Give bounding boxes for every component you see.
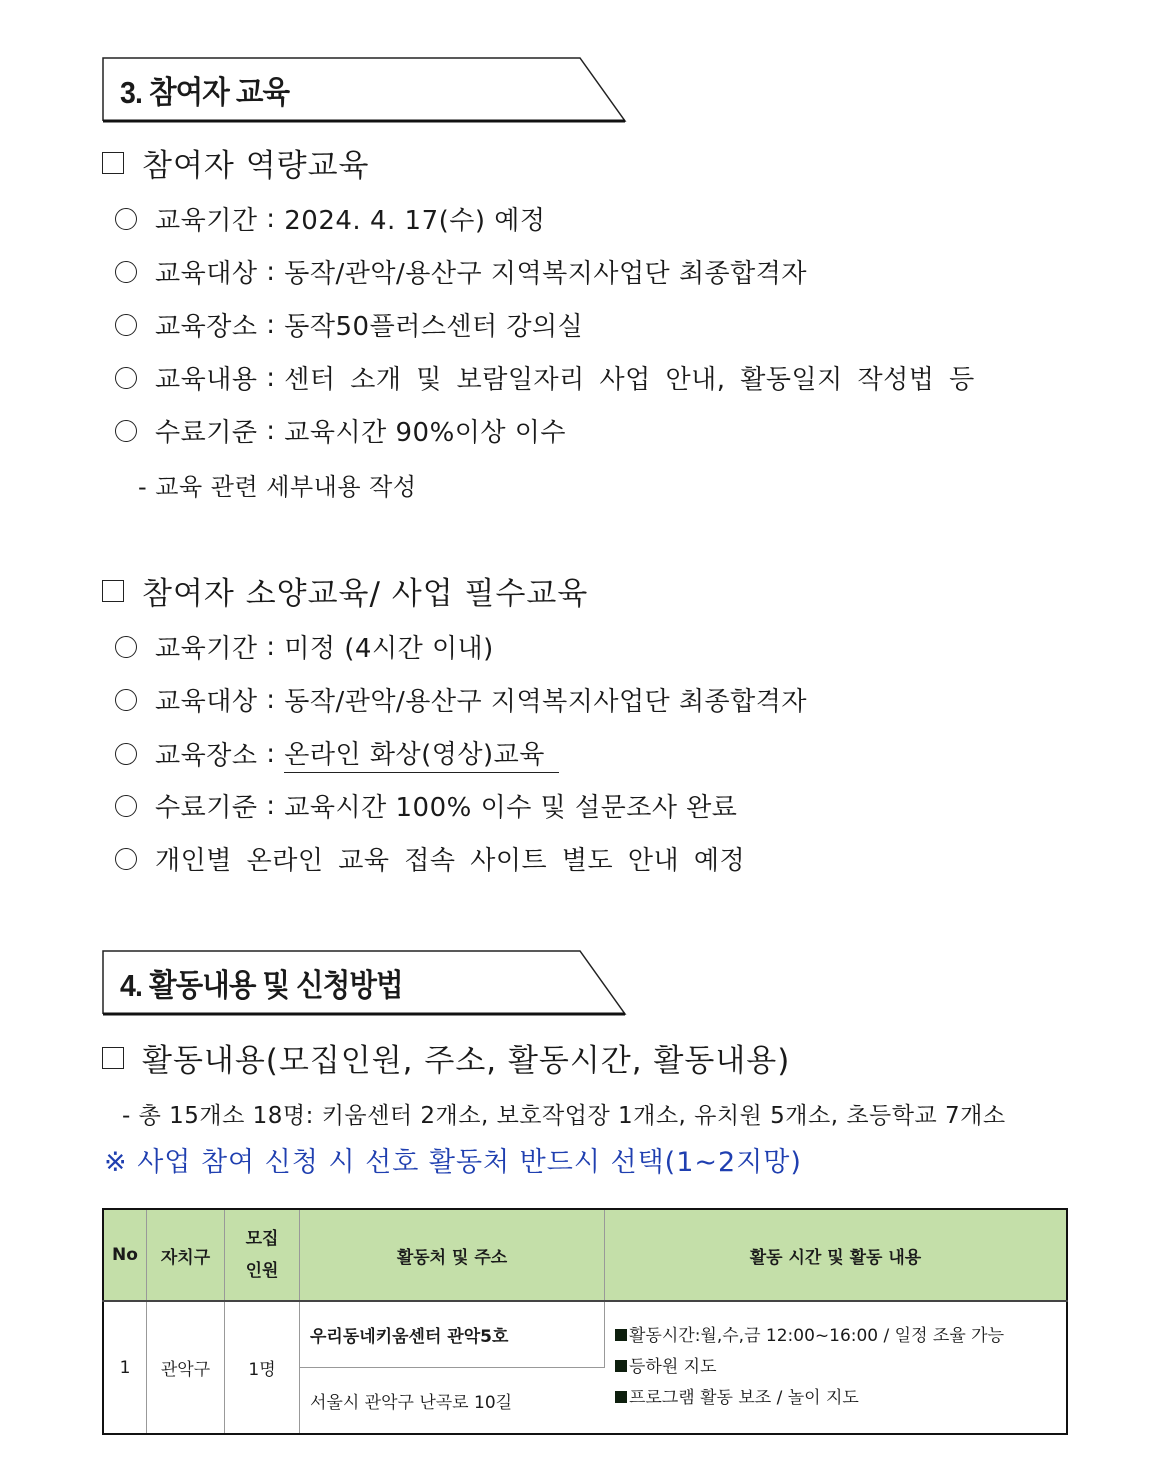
list-item	[115, 628, 494, 665]
summary-line: - 총 15개소 18명: 키움센터 2개소, 보호작업장 1개소, 유치원 5개소, 초등학교 7개소	[122, 1103, 1006, 1129]
block-1-sub-note: - 교육 관련 세부내용 작성	[138, 473, 417, 501]
item-value-underlined: 온라인 화상(영상)교육	[284, 734, 559, 773]
section-3-title: 3. 참여자 교육	[120, 75, 290, 110]
circle-bullet-icon	[115, 208, 137, 230]
activity-line	[615, 1352, 1065, 1383]
cell-activities	[605, 1301, 1068, 1434]
item-sep: :	[257, 309, 285, 340]
circle-bullet-icon	[115, 848, 137, 870]
activity-table	[102, 1208, 1068, 1435]
table-header-row	[103, 1209, 1067, 1301]
item-sep: :	[257, 738, 285, 769]
item-label: 교육장소	[155, 312, 258, 342]
list-item	[115, 200, 546, 237]
header-recruit-line1: 모집	[245, 1229, 279, 1249]
square-bullet-icon	[102, 580, 124, 602]
block-2-heading	[102, 568, 588, 613]
activity-text: 활동시간:월,수,금 12:00~16:00 / 일정 조율 가능	[629, 1326, 1004, 1346]
circle-bullet-icon	[115, 795, 137, 817]
list-item	[115, 734, 559, 773]
table-row	[103, 1301, 1067, 1368]
square-bullet-icon	[615, 1391, 627, 1403]
list-item	[115, 412, 566, 449]
item-label: 교육대상	[155, 259, 258, 289]
item-sep: :	[257, 415, 285, 446]
item-value: 교육시간 90%이상 이수	[284, 418, 567, 448]
section-3-header	[102, 57, 626, 121]
item-sep: :	[257, 631, 285, 662]
header-activity: 활동 시간 및 활동 내용	[605, 1209, 1068, 1301]
cell-no: 1	[103, 1301, 147, 1434]
item-value: 미정 (4시간 이내)	[284, 634, 494, 664]
item-label: 수료기준	[155, 418, 258, 448]
header-recruit	[225, 1209, 300, 1301]
activity-line	[615, 1383, 1065, 1414]
header-no: No	[103, 1209, 147, 1301]
item-label: 수료기준	[155, 793, 258, 823]
square-bullet-icon	[615, 1329, 627, 1341]
preference-note: ※ 사업 참여 신청 시 선호 활동처 반드시 선택(1~2지망)	[104, 1147, 802, 1178]
activity-text: 등하원 지도	[629, 1357, 717, 1377]
item-sep: :	[257, 684, 285, 715]
item-label: 교육기간	[155, 634, 258, 664]
item-value: 센터 소개 및 보람일자리 사업 안내, 활동일지 작성법 등	[284, 365, 975, 395]
cell-district: 관악구	[147, 1301, 225, 1434]
circle-bullet-icon	[115, 636, 137, 658]
cell-address: 서울시 관악구 난곡로 10길	[310, 1393, 513, 1413]
header-recruit-line2: 인원	[245, 1261, 279, 1281]
list-item	[115, 840, 745, 877]
block-1-heading-text: 참여자 역량교육	[142, 148, 370, 184]
square-bullet-icon	[102, 152, 124, 174]
block-1-heading	[102, 140, 369, 185]
item-sep: :	[257, 256, 285, 287]
section-4-title: 4. 활동내용 및 신청방법	[120, 968, 403, 1003]
item-value: 동작/관악/용산구 지역복지사업단 최종합격자	[284, 687, 808, 717]
circle-bullet-icon	[115, 420, 137, 442]
circle-bullet-icon	[115, 743, 137, 765]
activity-line	[615, 1321, 1065, 1352]
header-district: 자치구	[147, 1209, 225, 1301]
item-sep: :	[257, 203, 285, 234]
section-4-heading-text: 활동내용(모집인원, 주소, 활동시간, 활동내용)	[142, 1043, 791, 1079]
cell-count: 1명	[225, 1301, 300, 1434]
item-label: 교육기간	[155, 206, 258, 236]
block-2-heading-text: 참여자 소양교육/ 사업 필수교육	[142, 576, 589, 612]
square-bullet-icon	[102, 1047, 124, 1069]
section-4-heading	[102, 1035, 790, 1080]
item-value: 동작50플러스센터 강의실	[284, 312, 584, 342]
item-value: 동작/관악/용산구 지역복지사업단 최종합격자	[284, 259, 808, 289]
item-label: 교육내용	[155, 365, 258, 395]
list-item	[115, 253, 807, 290]
section-4-header	[102, 950, 626, 1014]
circle-bullet-icon	[115, 261, 137, 283]
activity-text: 프로그램 활동 보조 / 놀이 지도	[629, 1388, 859, 1408]
item-sep: :	[257, 362, 285, 393]
circle-bullet-icon	[115, 689, 137, 711]
square-bullet-icon	[615, 1360, 627, 1372]
circle-bullet-icon	[115, 314, 137, 336]
header-place: 활동처 및 주소	[300, 1209, 605, 1301]
cell-place-name: 우리동네키움센터 관악5호	[300, 1301, 605, 1368]
item-value: 2024. 4. 17(수) 예정	[284, 206, 546, 236]
item-label: 교육대상	[155, 687, 258, 717]
list-item	[115, 681, 807, 718]
item-label: 교육장소	[155, 741, 258, 771]
item-value: 개인별 온라인 교육 접속 사이트 별도 안내 예정	[155, 846, 746, 876]
item-value: 교육시간 100% 이수 및 설문조사 완료	[284, 793, 738, 823]
list-item	[115, 359, 975, 396]
list-item	[115, 306, 583, 343]
item-sep: :	[257, 790, 285, 821]
circle-bullet-icon	[115, 367, 137, 389]
list-item	[115, 787, 737, 824]
